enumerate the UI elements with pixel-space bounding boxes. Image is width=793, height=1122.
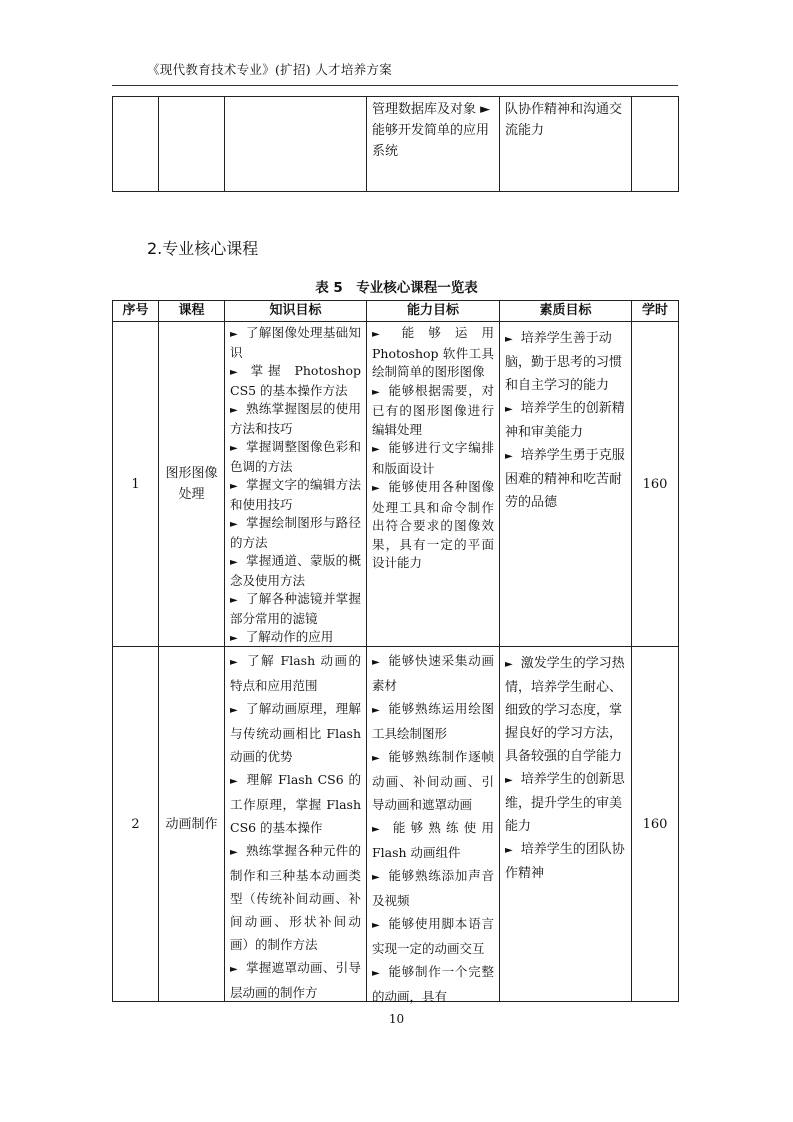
- bullet-icon: ►: [505, 845, 513, 856]
- list-item: [230, 590, 361, 628]
- list-item-text: 能够运用 Photoshop 软件工具绘制简单的图形图像: [372, 325, 494, 379]
- list-item: [505, 652, 626, 768]
- bullet-icon: ►: [230, 705, 238, 716]
- header-rule: [112, 85, 678, 86]
- list-item: [505, 838, 626, 885]
- bullet-icon: ►: [372, 483, 380, 494]
- list-item-text: 能够熟练使用 Flash 动画组件: [372, 820, 494, 860]
- course-hours: 160: [632, 647, 679, 1002]
- list-item-text: 掌握 Photoshop CS5 的基本操作方法: [230, 363, 361, 398]
- bullet-icon: ►: [230, 405, 238, 416]
- list-item: [372, 324, 494, 382]
- ability-goals: [367, 322, 500, 647]
- bullet-icon: ►: [372, 872, 380, 883]
- list-item-text: 能够进行文字编排和版面设计: [372, 440, 494, 476]
- list-item-text: 了解动画原理，理解与传统动画相比 Flash 动画的优势: [230, 701, 361, 764]
- list-item: [230, 400, 361, 438]
- bullet-icon: ►: [372, 705, 380, 716]
- header-hours: 学时: [632, 301, 679, 322]
- list-item: [230, 438, 361, 476]
- list-item-text: 掌握调整图像色彩和色调的方法: [230, 439, 361, 474]
- continued-knowledge-cell: [225, 97, 367, 192]
- list-item: [372, 960, 494, 1008]
- list-item-text: 培养学生的创新精神和审美能力: [505, 401, 625, 440]
- bullet-icon: ►: [230, 443, 238, 454]
- bullet-icon: ►: [505, 451, 513, 462]
- continued-ability-cell: 管理数据库及对象 ► 能够开发简单的应用系统: [367, 97, 500, 192]
- list-item-text: 能够根据需要，对已有的图形图像进行编辑处理: [372, 382, 494, 437]
- list-item: [230, 552, 361, 590]
- core-course-table: [112, 300, 679, 1002]
- list-item: [372, 745, 494, 816]
- course-hours: 160: [632, 322, 679, 647]
- header-knowledge: 知识目标: [225, 301, 367, 322]
- list-item-text: 了解动作的应用: [245, 629, 334, 644]
- list-item: [372, 649, 494, 697]
- bullet-icon: ►: [230, 964, 238, 975]
- list-item: [372, 697, 494, 745]
- list-item-text: 能够使用各种图像处理工具和命令制作出符合要求的图像效果，具有一定的平面设计能力: [372, 479, 494, 570]
- list-item-text: 能够熟练运用绘图工具绘制图形: [372, 701, 494, 741]
- list-item-text: 掌握文字的编辑方法和使用技巧: [230, 477, 361, 512]
- bullet-icon: ►: [505, 334, 513, 345]
- header-quality: 素质目标: [500, 301, 632, 322]
- continued-hours-cell: [632, 97, 679, 192]
- bullet-icon: ►: [230, 367, 238, 378]
- continued-course-cell: [159, 97, 225, 192]
- bullet-icon: ►: [230, 633, 238, 644]
- list-item-text: 培养学生善于动脑，勤于思考的习惯和自主学习的能力: [505, 331, 623, 393]
- table-row: [113, 647, 679, 1002]
- quality-goals: [500, 322, 632, 647]
- knowledge-goals: [225, 647, 367, 1002]
- bullet-icon: ►: [505, 775, 513, 786]
- bullet-icon: ►: [230, 595, 238, 606]
- bullet-icon: ►: [372, 444, 380, 455]
- table-row: [113, 322, 679, 647]
- bullet-icon: ►: [230, 519, 238, 530]
- bullet-icon: ►: [372, 968, 380, 979]
- page-number: 10: [388, 1012, 405, 1026]
- list-item: [230, 628, 361, 648]
- bullet-icon: ►: [230, 557, 238, 568]
- list-item-text: 理解 Flash CS6 的工作原理，掌握 Flash CS6 的基本操作: [230, 772, 361, 835]
- bullet-icon: ►: [372, 329, 380, 340]
- row-number: 2: [113, 647, 159, 1002]
- bullet-icon: ►: [372, 824, 380, 835]
- list-item: [230, 956, 361, 1004]
- list-item: [505, 444, 626, 514]
- continued-quality-cell: 队协作精神和沟通交流能力: [500, 97, 632, 192]
- bullet-icon: ►: [505, 404, 513, 415]
- table-header-row: [113, 301, 679, 322]
- header-ability: 能力目标: [367, 301, 500, 322]
- list-item: [230, 362, 361, 400]
- bullet-icon: ►: [230, 329, 238, 340]
- header-number: 序号: [113, 301, 159, 322]
- bullet-icon: ►: [372, 657, 380, 668]
- continued-table: [112, 96, 679, 192]
- list-item-text: 培养学生勇于克服困难的精神和吃苦耐劳的品德: [505, 448, 625, 510]
- bullet-icon: ►: [230, 847, 238, 858]
- course-name: 图形图像处理: [159, 322, 225, 647]
- list-item: [230, 324, 361, 362]
- list-item-text: 了解 Flash 动画的特点和应用范围: [230, 653, 361, 693]
- list-item-text: 掌握遮罩动画、引导层动画的制作方: [230, 960, 361, 1000]
- bullet-icon: ►: [372, 386, 380, 398]
- list-item: [505, 397, 626, 444]
- list-item-text: 培养学生的团队协作精神: [505, 842, 625, 881]
- list-item-text: 了解各种滤镜并掌握部分常用的滤镜: [230, 591, 361, 626]
- list-item: [230, 514, 361, 552]
- list-item-text: 能够熟练制作逐帧动画、补间动画、引导动画和遮罩动画: [372, 749, 494, 812]
- list-item: [505, 327, 626, 397]
- course-name: 动画制作: [159, 647, 225, 1002]
- bullet-icon: ►: [230, 657, 238, 668]
- list-item-text: 培养学生的创新思维，提升学生的审美能力: [505, 772, 625, 834]
- list-item: [230, 649, 361, 697]
- row-number: 1: [113, 322, 159, 647]
- ability-goals: [367, 647, 500, 1002]
- bullet-icon: ►: [230, 776, 238, 787]
- table-caption: 表 5 专业核心课程一览表: [315, 280, 478, 296]
- list-item-text: 掌握通道、蒙版的概念及使用方法: [230, 553, 361, 588]
- list-item: [230, 697, 361, 768]
- list-item: [372, 382, 494, 440]
- list-item-text: 能够熟练添加声音及视频: [372, 868, 494, 908]
- section-heading: 2.专业核心课程: [147, 239, 259, 258]
- list-item-text: 能够制作一个完整的动画，具有: [372, 964, 494, 1004]
- header-course: 课程: [159, 301, 225, 322]
- list-item: [372, 478, 494, 573]
- list-item: [372, 912, 494, 960]
- list-item: [505, 768, 626, 838]
- list-item: [230, 839, 361, 956]
- quality-goals: [500, 647, 632, 1002]
- list-item: [230, 476, 361, 514]
- bullet-icon: ►: [372, 920, 380, 931]
- list-item: [372, 439, 494, 478]
- list-item: [372, 816, 494, 864]
- list-item-text: 掌握绘制图形与路径的方法: [230, 515, 361, 550]
- list-item-text: 了解图像处理基础知识: [230, 325, 361, 360]
- list-item-text: 熟练掌握各种元件的制作和三种基本动画类型（传统补间动画、补间动画、形状补间动画）的制作方法: [230, 843, 361, 952]
- bullet-icon: ►: [505, 659, 513, 670]
- knowledge-goals: [225, 322, 367, 647]
- list-item-text: 能够快速采集动画素材: [372, 653, 494, 693]
- list-item: [372, 864, 494, 912]
- bullet-icon: ►: [230, 481, 238, 492]
- page-header: 《现代教育技术专业》(扩招) 人才培养方案: [147, 62, 393, 77]
- bullet-icon: ►: [372, 753, 380, 764]
- list-item-text: 激发学生的学习热情，培养学生耐心、细致的学习态度，掌握良好的学习方法，具备较强的自学能力: [505, 656, 625, 764]
- list-item-text: 能够使用脚本语言实现一定的动画交互: [372, 916, 494, 956]
- list-item-text: 熟练掌握图层的使用方法和技巧: [230, 401, 361, 436]
- table-row: [113, 97, 679, 192]
- list-item: [230, 768, 361, 839]
- continued-number-cell: [113, 97, 159, 192]
